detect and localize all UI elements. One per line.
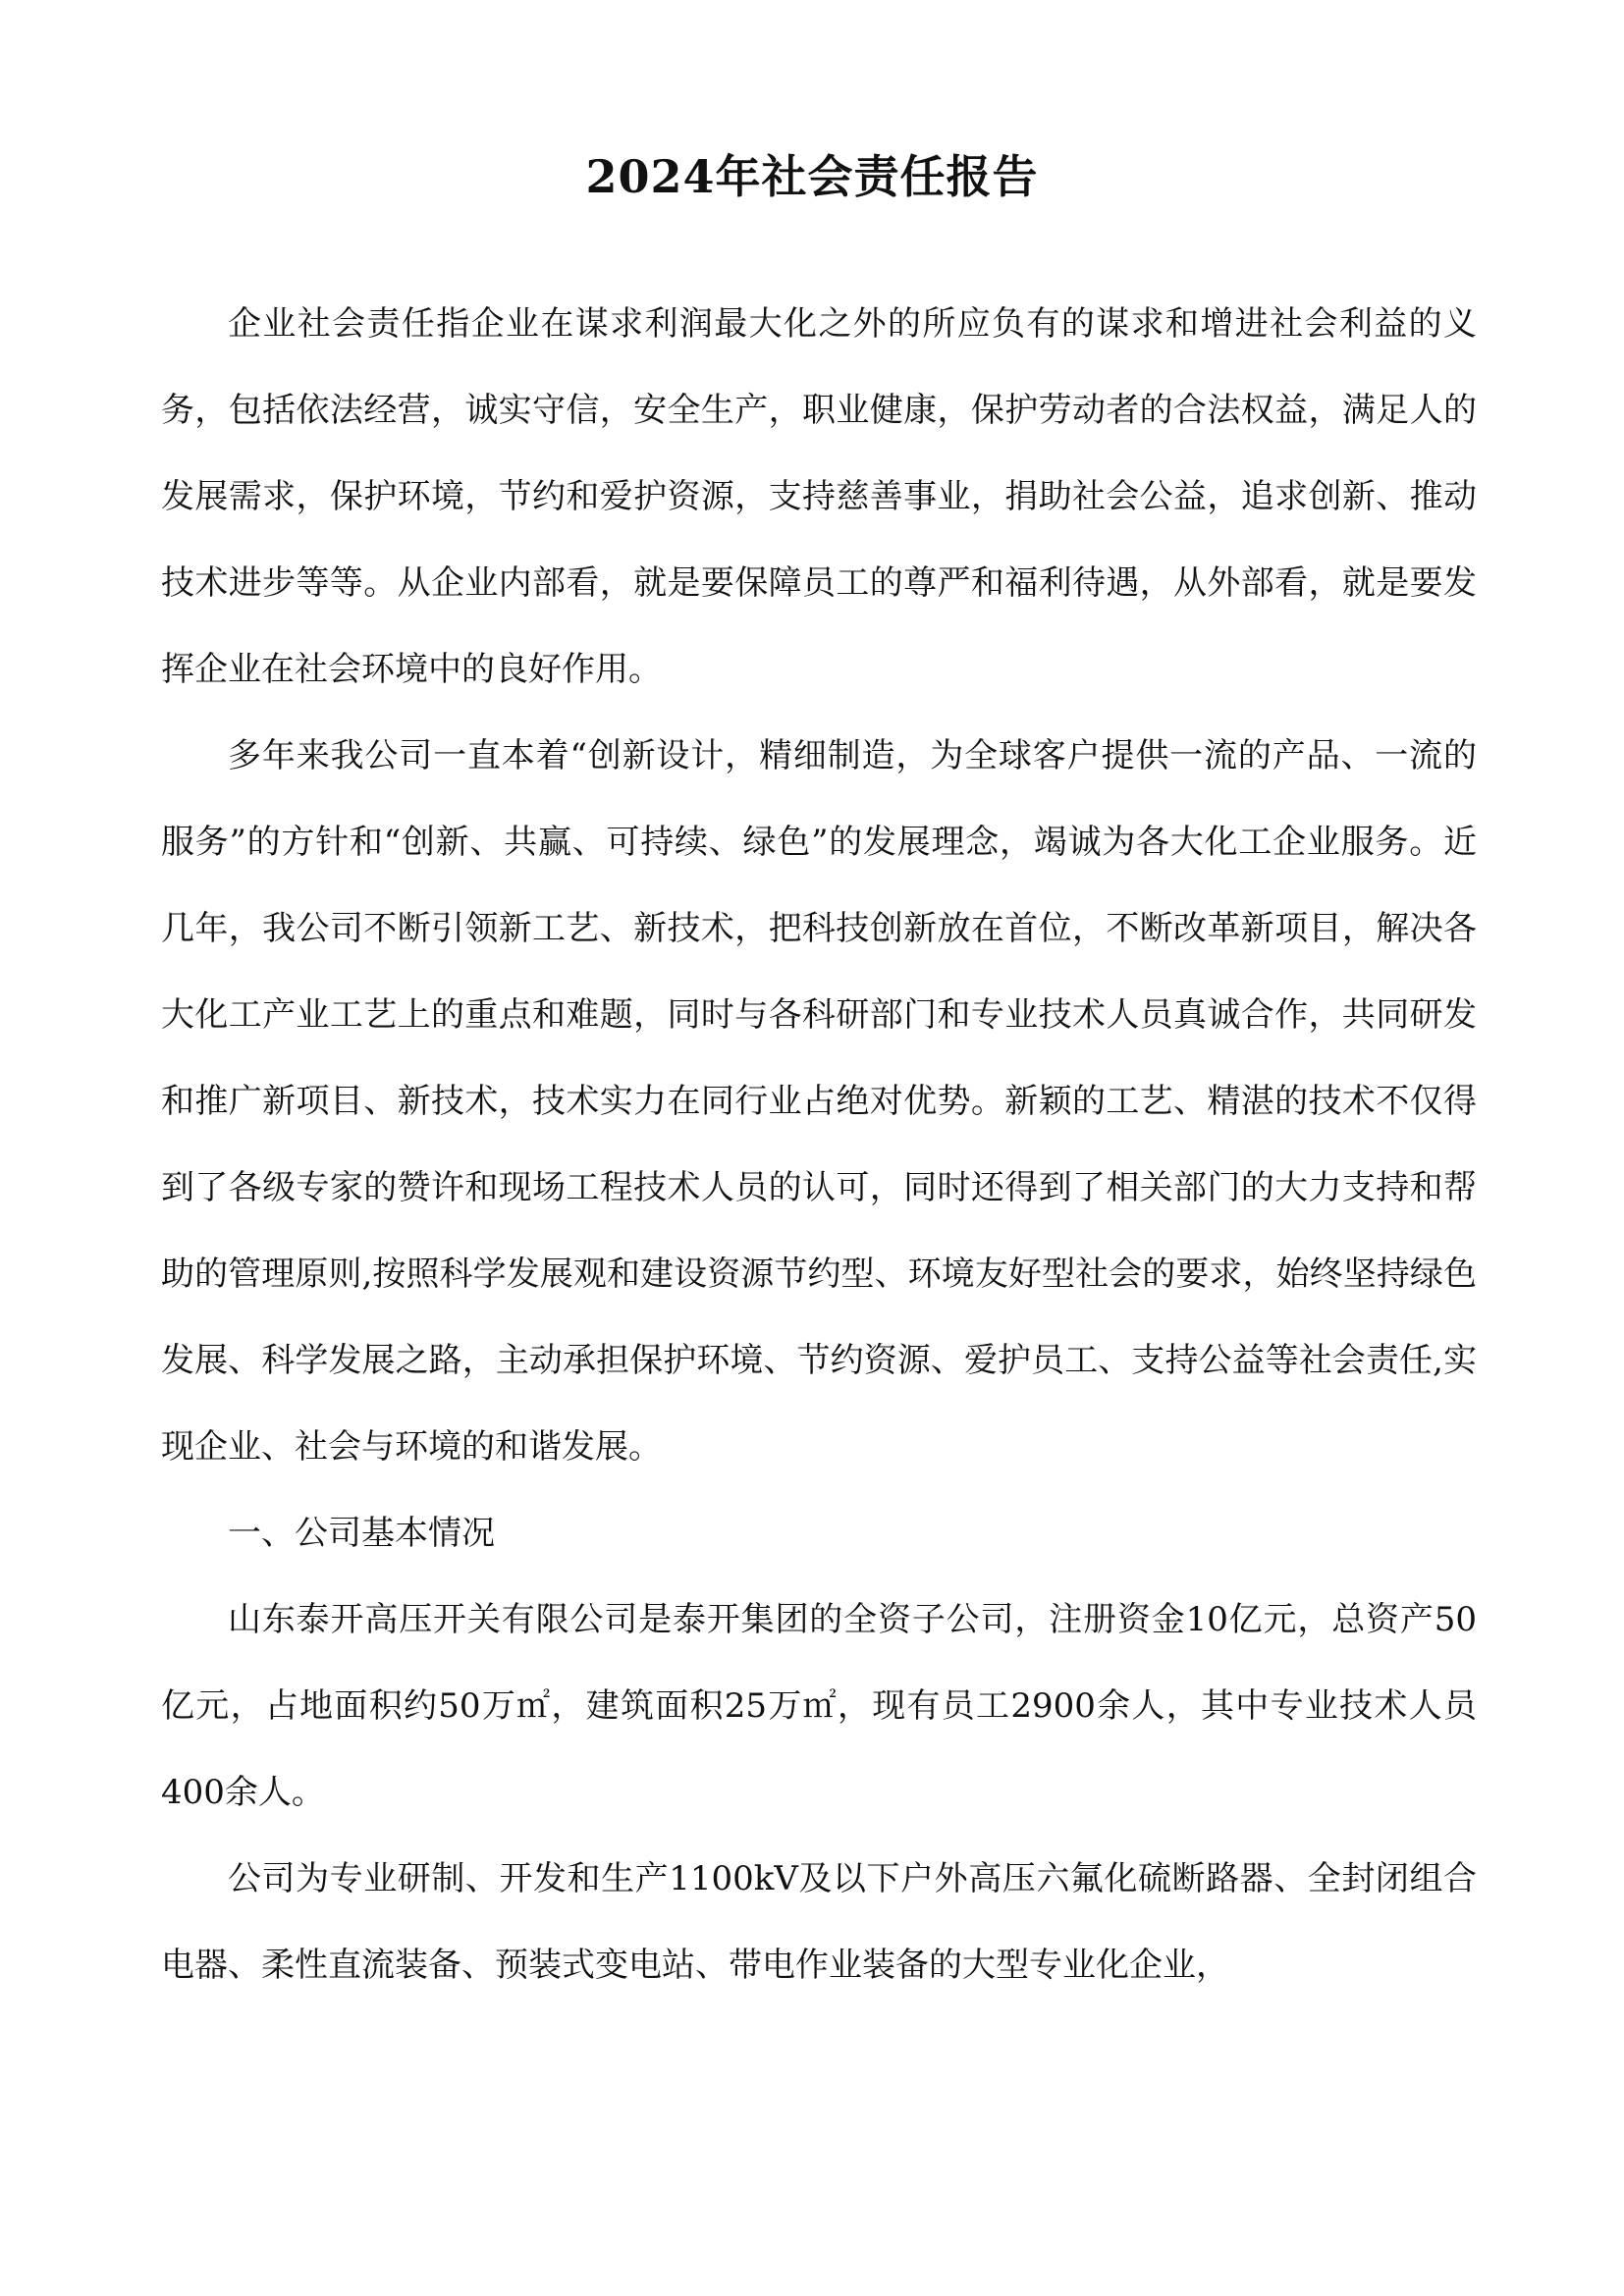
document-body xyxy=(161,281,1477,2008)
paragraph-company-facts: 山东泰开高压开关有限公司是泰开集团的全资子公司，注册资金10亿元，总资产50亿元，占地面积约50万㎡，建筑面积25万㎡，现有员工2900余人，其中专业技术人员400余人。 xyxy=(161,1600,1477,1812)
paragraph-company-philosophy: 多年来我公司一直本着“创新设计，精细制造，为全球客户提供一流的产品、一流的服务”的方针和“创新、共赢、可持续、绿色”的发展理念，竭诚为各大化工企业服务。近几年，我公司不断引领新工艺、新技术，把科技创新放在首位，不断改革新项目，解决各大化工产业工艺上的重点和难题，同时与各科研部门和专业技术人员真诚合作，共同研发和推广新项目、新技术，技术实力在同行业占绝对优势。新颖的工艺、精湛的技术不仅得到了各级专家的赞许和现场工程技术人员的认可，同时还得到了相关部门的大力支持和帮助的管理原则,按照科学发展观和建设资源节约型、环境友好型社会的要求，始终坚持绿色发展、科学发展之路，主动承担保护环境、节约资源、爱护员工、支持公益等社会责任,实现企业、社会与环境的和谐发展。 xyxy=(161,736,1477,1467)
paragraph-csr-definition: 企业社会责任指企业在谋求利润最大化之外的所应负有的谋求和增进社会利益的义务，包括依法经营，诚实守信，安全生产，职业健康，保护劳动者的合法权益，满足人的发展需求，保护环境，节约和爱护资源，支持慈善事业，捐助社会公益，追求创新、推动技术进步等等。从企业内部看，就是要保障员工的尊严和福利待遇，从外部看，就是要发挥企业在社会环境中的良好作用。 xyxy=(161,304,1477,689)
paragraph-company-products: 公司为专业研制、开发和生产1100kV及以下户外高压六氟化硫断路器、全封闭组合电器、柔性直流装备、预装式变电站、带电作业装备的大型专业化企业， xyxy=(161,1859,1477,1985)
page-title: 2024年社会责任报告 xyxy=(585,150,1039,203)
section-heading-company-overview: 一、公司基本情况 xyxy=(228,1514,495,1553)
